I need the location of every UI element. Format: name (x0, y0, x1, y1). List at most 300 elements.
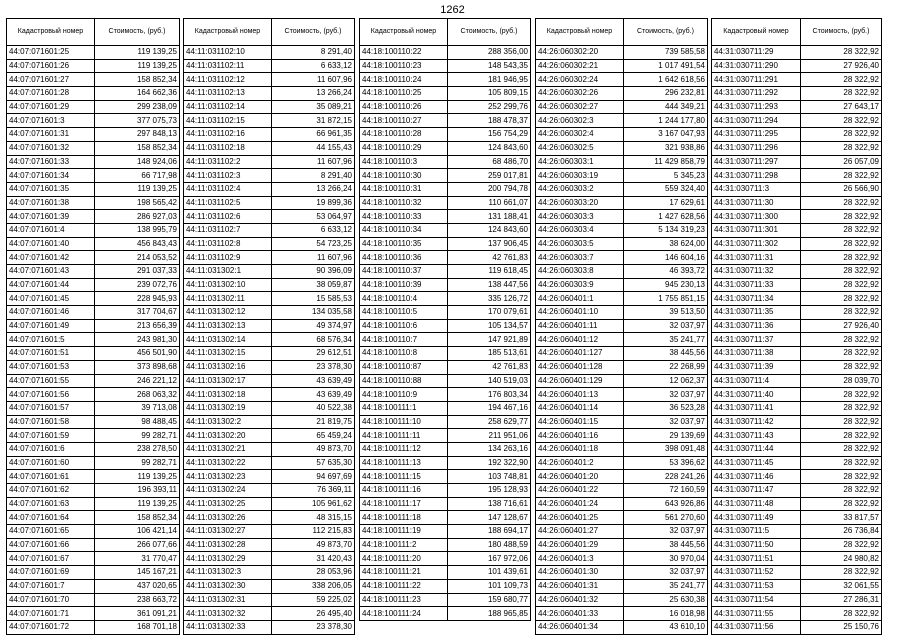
cadastral-number-cell: 44:31:030711:302 (712, 237, 801, 251)
cadastral-number-cell: 44:07:071601:32 (7, 141, 95, 155)
cost-cell: 119 139,25 (95, 497, 180, 511)
cost-cell: 1 017 491,54 (624, 59, 708, 73)
table-row (360, 182, 531, 196)
cadastral-number-cell: 44:31:030711:32 (712, 265, 801, 279)
table-row (184, 347, 355, 361)
cadastral-number-cell: 44:18:100110:6 (360, 319, 448, 333)
cost-cell: 335 126,72 (448, 292, 531, 306)
cost-cell: 140 519,03 (448, 374, 531, 388)
cost-cell: 28 322,92 (801, 566, 882, 580)
cost-cell: 296 232,81 (624, 87, 708, 101)
cost-cell: 32 037,97 (624, 388, 708, 402)
cost-cell: 25 150,76 (801, 620, 882, 634)
table-row (184, 620, 355, 634)
table-row (7, 319, 180, 333)
cadastral-number-cell: 44:26:060401:13 (536, 388, 624, 402)
table-row (184, 59, 355, 73)
cadastral-number-cell: 44:07:071601:69 (7, 566, 95, 580)
table-row (360, 251, 531, 265)
cadastral-number-cell: 44:07:071601:35 (7, 182, 95, 196)
cost-cell: 134 263,16 (448, 442, 531, 456)
table-row (184, 415, 355, 429)
table-row (7, 429, 180, 443)
table-row (184, 141, 355, 155)
cadastral-number-cell: 44:31:030711:52 (712, 566, 801, 580)
cost-cell: 3 167 047,93 (624, 128, 708, 142)
cost-cell: 1 642 618,56 (624, 73, 708, 87)
table-row (712, 484, 882, 498)
table-row (712, 237, 882, 251)
cadastral-number-cell: 44:26:060303:2 (536, 182, 624, 196)
table-row (360, 429, 531, 443)
cadastral-number-cell: 44:18:100110:28 (360, 128, 448, 142)
cost-cell: 28 322,92 (801, 388, 882, 402)
cadastral-number-cell: 44:07:071601:40 (7, 237, 95, 251)
header-cadastral-number: Кадастровый номер (360, 19, 448, 46)
table-row (7, 579, 180, 593)
table-row (360, 538, 531, 552)
table-row (712, 223, 882, 237)
table-row (360, 497, 531, 511)
cost-cell: 138 716,61 (448, 497, 531, 511)
cost-cell: 167 972,06 (448, 552, 531, 566)
cadastral-number-cell: 44:07:071601:26 (7, 59, 95, 73)
table-row (7, 347, 180, 361)
cadastral-number-cell: 44:07:071601:72 (7, 620, 95, 634)
cost-cell: 39 713,08 (95, 401, 180, 415)
cost-cell: 19 899,36 (272, 196, 355, 210)
table-row (184, 456, 355, 470)
cadastral-number-cell: 44:26:060303:20 (536, 196, 624, 210)
table-row (184, 579, 355, 593)
table-row (184, 223, 355, 237)
cost-cell: 258 629,77 (448, 415, 531, 429)
cadastral-number-cell: 44:11:031302:28 (184, 538, 272, 552)
table-row (712, 319, 882, 333)
cadastral-number-cell: 44:18:100111:1 (360, 401, 448, 415)
cost-cell: 22 268,99 (624, 360, 708, 374)
cost-cell: 27 286,31 (801, 593, 882, 607)
table-row (360, 593, 531, 607)
cadastral-number-cell: 44:07:071601:61 (7, 470, 95, 484)
cost-cell: 398 091,48 (624, 442, 708, 456)
cost-cell: 105 809,15 (448, 87, 531, 101)
cost-cell: 28 322,92 (801, 114, 882, 128)
table-row (712, 607, 882, 621)
table-row (7, 100, 180, 114)
cadastral-number-cell: 44:18:100111:13 (360, 456, 448, 470)
table-row (184, 46, 355, 60)
table-row (712, 442, 882, 456)
table-row (536, 442, 708, 456)
table-row (712, 388, 882, 402)
table-row (536, 114, 708, 128)
cadastral-number-cell: 44:31:030711:48 (712, 497, 801, 511)
table-row (536, 278, 708, 292)
table-row (184, 292, 355, 306)
table-row (360, 607, 531, 621)
header-cadastral-number: Кадастровый номер (712, 19, 801, 46)
cost-cell: 11 607,96 (272, 73, 355, 87)
cost-cell: 23 378,30 (272, 620, 355, 634)
cadastral-number-cell: 44:26:060302:26 (536, 87, 624, 101)
cost-cell: 268 063,32 (95, 388, 180, 402)
table-row (184, 73, 355, 87)
cost-cell: 49 374,97 (272, 319, 355, 333)
cadastral-number-cell: 44:26:060303:19 (536, 169, 624, 183)
cost-cell: 158 852,34 (95, 73, 180, 87)
cost-cell: 29 612,51 (272, 347, 355, 361)
cadastral-number-cell: 44:26:060302:24 (536, 73, 624, 87)
cadastral-number-cell: 44:31:030711:290 (712, 59, 801, 73)
cost-cell: 194 467,16 (448, 401, 531, 415)
cadastral-number-cell: 44:26:060303:8 (536, 265, 624, 279)
cost-cell: 377 075,73 (95, 114, 180, 128)
cost-cell: 35 241,77 (624, 579, 708, 593)
table-row (712, 46, 882, 60)
cost-cell: 213 656,39 (95, 319, 180, 333)
table-row (184, 607, 355, 621)
cadastral-number-cell: 44:11:031102:8 (184, 237, 272, 251)
cost-cell: 124 843,60 (448, 141, 531, 155)
cost-cell: 105 961,62 (272, 497, 355, 511)
table-row (184, 128, 355, 142)
cadastral-number-cell: 44:11:031302:10 (184, 278, 272, 292)
cost-cell: 195 128,93 (448, 484, 531, 498)
cadastral-number-cell: 44:26:060401:33 (536, 607, 624, 621)
table-row (184, 306, 355, 320)
table-row (7, 223, 180, 237)
cadastral-number-cell: 44:18:100111:10 (360, 415, 448, 429)
table-row (536, 497, 708, 511)
table-row (536, 552, 708, 566)
cadastral-number-cell: 44:11:031102:18 (184, 141, 272, 155)
table-row (536, 155, 708, 169)
cost-cell: 53 064,97 (272, 210, 355, 224)
cost-cell: 158 852,34 (95, 511, 180, 525)
cadastral-number-cell: 44:31:030711:45 (712, 456, 801, 470)
cadastral-number-cell: 44:31:030711:33 (712, 278, 801, 292)
table-row (7, 442, 180, 456)
table-row (184, 87, 355, 101)
table-row (184, 525, 355, 539)
table-row (536, 593, 708, 607)
table-row (536, 292, 708, 306)
table-row (712, 401, 882, 415)
cadastral-number-cell: 44:31:030711:47 (712, 484, 801, 498)
cadastral-number-cell: 44:11:031102:2 (184, 155, 272, 169)
cadastral-number-cell: 44:26:060401:2 (536, 456, 624, 470)
cadastral-number-cell: 44:31:030711:294 (712, 114, 801, 128)
table-row (712, 347, 882, 361)
table-row (7, 210, 180, 224)
cost-cell: 138 447,56 (448, 278, 531, 292)
cadastral-number-cell: 44:07:071601:57 (7, 401, 95, 415)
cadastral-number-cell: 44:18:100110:35 (360, 237, 448, 251)
cadastral-number-cell: 44:07:071601:46 (7, 306, 95, 320)
table-row (712, 470, 882, 484)
table-row (712, 374, 882, 388)
cadastral-number-cell: 44:26:060302:20 (536, 46, 624, 60)
cadastral-number-cell: 44:26:060401:25 (536, 511, 624, 525)
cost-cell: 27 643,17 (801, 100, 882, 114)
cadastral-number-cell: 44:07:071601:25 (7, 46, 95, 60)
cadastral-number-cell: 44:26:060401:32 (536, 593, 624, 607)
cost-cell: 119 139,25 (95, 182, 180, 196)
table-row (184, 374, 355, 388)
table-row (360, 566, 531, 580)
cost-cell: 361 091,21 (95, 607, 180, 621)
cost-cell: 321 938,86 (624, 141, 708, 155)
cost-cell: 228 241,26 (624, 470, 708, 484)
table-row (7, 46, 180, 60)
table-row (184, 484, 355, 498)
cadastral-table-5 (711, 18, 882, 635)
table-row (712, 114, 882, 128)
cost-cell: 101 109,73 (448, 579, 531, 593)
cost-cell: 32 037,97 (624, 525, 708, 539)
cost-cell: 28 322,92 (801, 429, 882, 443)
table-row (7, 141, 180, 155)
cadastral-number-cell: 44:11:031302:30 (184, 579, 272, 593)
cost-cell: 25 630,38 (624, 593, 708, 607)
cost-cell: 28 053,96 (272, 566, 355, 580)
table-row (712, 415, 882, 429)
cadastral-number-cell: 44:11:031102:3 (184, 169, 272, 183)
table-row (184, 182, 355, 196)
cadastral-number-cell: 44:31:030711:297 (712, 155, 801, 169)
cadastral-number-cell: 44:18:100111:15 (360, 470, 448, 484)
cost-cell: 23 378,30 (272, 360, 355, 374)
table-row (360, 169, 531, 183)
table-row (712, 182, 882, 196)
table-row (712, 59, 882, 73)
table-row (7, 169, 180, 183)
cadastral-number-cell: 44:11:031102:14 (184, 100, 272, 114)
cost-cell: 28 322,92 (801, 223, 882, 237)
cost-cell: 28 322,92 (801, 538, 882, 552)
cost-cell: 28 322,92 (801, 333, 882, 347)
table-row (360, 360, 531, 374)
cost-cell: 38 059,87 (272, 278, 355, 292)
cadastral-number-cell: 44:11:031302:3 (184, 566, 272, 580)
cadastral-number-cell: 44:26:060302:4 (536, 128, 624, 142)
cadastral-number-cell: 44:31:030711:55 (712, 607, 801, 621)
cost-cell: 68 576,34 (272, 333, 355, 347)
cadastral-number-cell: 44:31:030711:291 (712, 73, 801, 87)
table-row (712, 456, 882, 470)
cadastral-number-cell: 44:31:030711:44 (712, 442, 801, 456)
table-row (536, 46, 708, 60)
cost-cell: 6 633,12 (272, 223, 355, 237)
cadastral-number-cell: 44:11:031102:11 (184, 59, 272, 73)
table-row (712, 251, 882, 265)
cost-cell: 739 585,58 (624, 46, 708, 60)
cadastral-number-cell: 44:26:060303:1 (536, 155, 624, 169)
cadastral-number-cell: 44:26:060303:4 (536, 223, 624, 237)
cadastral-number-cell: 44:07:071601:63 (7, 497, 95, 511)
table-row (536, 620, 708, 634)
cadastral-number-cell: 44:26:060401:34 (536, 620, 624, 634)
table-row (184, 566, 355, 580)
cost-cell: 28 322,92 (801, 196, 882, 210)
table-row (536, 607, 708, 621)
cadastral-number-cell: 44:11:031102:9 (184, 251, 272, 265)
cost-cell: 28 322,92 (801, 607, 882, 621)
cadastral-number-cell: 44:11:031302:26 (184, 511, 272, 525)
cadastral-number-cell: 44:07:071601:49 (7, 319, 95, 333)
cadastral-number-cell: 44:31:030711:49 (712, 511, 801, 525)
cadastral-number-cell: 44:11:031302:29 (184, 552, 272, 566)
table-row (7, 306, 180, 320)
cost-cell: 198 565,42 (95, 196, 180, 210)
cadastral-number-cell: 44:26:060401:127 (536, 347, 624, 361)
table-row (536, 333, 708, 347)
cadastral-number-cell: 44:18:100111:2 (360, 538, 448, 552)
table-row (536, 306, 708, 320)
table-row (7, 73, 180, 87)
cadastral-number-cell: 44:07:071601:65 (7, 525, 95, 539)
cadastral-number-cell: 44:11:031102:10 (184, 46, 272, 60)
table-row (536, 579, 708, 593)
table-row (536, 401, 708, 415)
cadastral-number-cell: 44:31:030711:53 (712, 579, 801, 593)
table-row (7, 196, 180, 210)
cadastral-number-cell: 44:07:071601:51 (7, 347, 95, 361)
cadastral-number-cell: 44:18:100110:32 (360, 196, 448, 210)
table-row (712, 538, 882, 552)
table-row (7, 388, 180, 402)
cost-cell: 32 037,97 (624, 566, 708, 580)
cadastral-number-cell: 44:18:100111:19 (360, 525, 448, 539)
cost-cell: 42 761,83 (448, 360, 531, 374)
table-row (536, 223, 708, 237)
cadastral-number-cell: 44:18:100111:20 (360, 552, 448, 566)
cadastral-number-cell: 44:11:031302:31 (184, 593, 272, 607)
cadastral-number-cell: 44:11:031302:17 (184, 374, 272, 388)
table-row (360, 59, 531, 73)
table-row (7, 566, 180, 580)
cadastral-number-cell: 44:18:100111:24 (360, 607, 448, 621)
cost-cell: 148 924,06 (95, 155, 180, 169)
cost-cell: 145 167,21 (95, 566, 180, 580)
table-row (184, 442, 355, 456)
table-row (184, 169, 355, 183)
cadastral-number-cell: 44:18:100110:3 (360, 155, 448, 169)
table-row (360, 333, 531, 347)
cost-cell: 11 607,96 (272, 155, 355, 169)
cadastral-number-cell: 44:18:100110:34 (360, 223, 448, 237)
cost-cell: 288 356,00 (448, 46, 531, 60)
cadastral-number-cell: 44:07:071601:62 (7, 484, 95, 498)
table-row (7, 360, 180, 374)
cost-cell: 43 639,49 (272, 388, 355, 402)
cadastral-number-cell: 44:11:031102:12 (184, 73, 272, 87)
cadastral-number-cell: 44:31:030711:30 (712, 196, 801, 210)
cost-cell: 28 322,92 (801, 360, 882, 374)
table-row (712, 210, 882, 224)
cadastral-number-cell: 44:18:100110:29 (360, 141, 448, 155)
cost-cell: 32 061,55 (801, 579, 882, 593)
table-row (360, 579, 531, 593)
cadastral-number-cell: 44:26:060302:5 (536, 141, 624, 155)
table-row (536, 470, 708, 484)
cost-cell: 31 420,43 (272, 552, 355, 566)
cost-cell: 211 951,06 (448, 429, 531, 443)
table-row (7, 237, 180, 251)
table-row (360, 196, 531, 210)
cost-cell: 38 624,00 (624, 237, 708, 251)
cost-cell: 26 057,09 (801, 155, 882, 169)
table-row (360, 73, 531, 87)
cadastral-number-cell: 44:31:030711:42 (712, 415, 801, 429)
table-row (712, 278, 882, 292)
table-row (536, 388, 708, 402)
table-row (536, 415, 708, 429)
table-row (7, 155, 180, 169)
cadastral-number-cell: 44:26:060401:31 (536, 579, 624, 593)
table-row (7, 114, 180, 128)
cadastral-number-cell: 44:18:100110:4 (360, 292, 448, 306)
table-row (536, 237, 708, 251)
table-row (360, 456, 531, 470)
cadastral-number-cell: 44:18:100110:7 (360, 333, 448, 347)
cost-cell: 252 299,76 (448, 100, 531, 114)
cadastral-number-cell: 44:31:030711:43 (712, 429, 801, 443)
cost-cell: 138 995,79 (95, 223, 180, 237)
cadastral-number-cell: 44:31:030711:56 (712, 620, 801, 634)
header-cadastral-number: Кадастровый номер (536, 19, 624, 46)
table-row (7, 484, 180, 498)
table-row (536, 265, 708, 279)
cadastral-number-cell: 44:31:030711:51 (712, 552, 801, 566)
cadastral-number-cell: 44:07:071601:3 (7, 114, 95, 128)
cadastral-number-cell: 44:07:071601:33 (7, 155, 95, 169)
cost-cell: 28 322,92 (801, 415, 882, 429)
cadastral-number-cell: 44:11:031102:7 (184, 223, 272, 237)
cadastral-number-cell: 44:26:060401:12 (536, 333, 624, 347)
table-row (360, 155, 531, 169)
cadastral-number-cell: 44:07:071601:7 (7, 579, 95, 593)
cadastral-number-cell: 44:18:100110:30 (360, 169, 448, 183)
cost-cell: 28 322,92 (801, 210, 882, 224)
cost-cell: 94 697,69 (272, 470, 355, 484)
table-row (712, 100, 882, 114)
table-row (184, 114, 355, 128)
cost-cell: 35 089,21 (272, 100, 355, 114)
cadastral-number-cell: 44:26:060302:3 (536, 114, 624, 128)
cost-cell: 28 039,70 (801, 374, 882, 388)
cost-cell: 297 848,13 (95, 128, 180, 142)
cost-cell: 214 053,52 (95, 251, 180, 265)
cost-cell: 286 927,03 (95, 210, 180, 224)
cost-cell: 43 610,10 (624, 620, 708, 634)
table-row (712, 566, 882, 580)
cadastral-number-cell: 44:26:060401:14 (536, 401, 624, 415)
cadastral-number-cell: 44:31:030711:34 (712, 292, 801, 306)
cost-cell: 188 694,17 (448, 525, 531, 539)
table-row (712, 620, 882, 634)
cost-cell: 27 926,40 (801, 319, 882, 333)
cost-cell: 28 322,92 (801, 128, 882, 142)
cost-cell: 156 754,29 (448, 128, 531, 142)
cost-cell: 26 566,90 (801, 182, 882, 196)
cost-cell: 119 139,25 (95, 470, 180, 484)
table-row (7, 278, 180, 292)
table-row (184, 497, 355, 511)
cadastral-number-cell: 44:18:100111:17 (360, 497, 448, 511)
table-row (536, 538, 708, 552)
